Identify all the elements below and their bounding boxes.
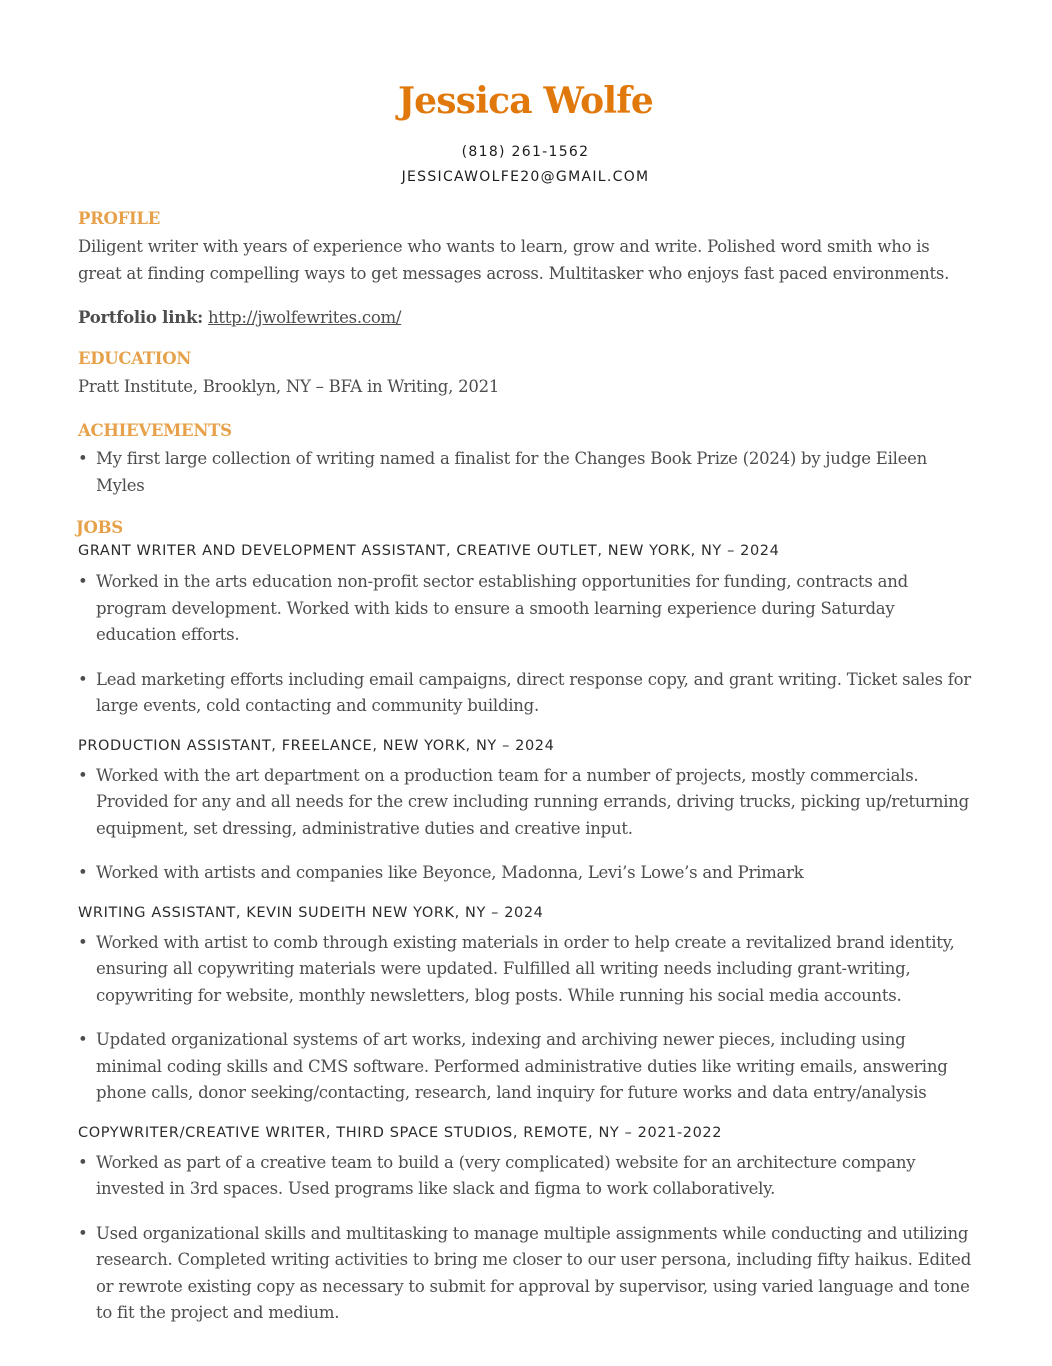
list-item: • Worked with artist to comb through existing materials in order to help create a revitalized brand identity, ensuring all copywriting materials were updated. Fulfilled all writing needs including grant-writing, copywriting for website, monthly newsletters, blog posts. While running his social media accounts.	[78, 930, 973, 1010]
education-text: Pratt Institute, Brooklyn, NY – BFA in Writing, 2021	[78, 376, 500, 396]
portfolio-link[interactable]: http://jwolfewrites.com/	[207, 308, 402, 327]
list-item: • Worked as part of a creative team to build a (very complicated) website for an architecture company invested in 3rd spaces. Used programs like slack and figma to work collaboratively.	[78, 1150, 973, 1203]
resume-page	[78, 78, 973, 1327]
email-address: JESSICAWOLFE20@GMAIL.COM	[401, 169, 650, 185]
bullet-icon: •	[78, 572, 88, 591]
portfolio-label: Portfolio link:	[78, 308, 203, 327]
list-item: • Worked with the art department on a production team for a number of projects, mostly commercials. Provided for any and all needs for the crew including running errands, driving trucks, picking up/returning equipment, set dressing, administrative duties and creative input.	[78, 763, 973, 843]
portfolio-line	[78, 305, 973, 332]
bullet-icon: •	[78, 863, 88, 882]
list-item: • Updated organizational systems of art works, indexing and archiving newer pieces, including using minimal coding skills and CMS software. Performed administrative duties like writing emails, answering phone calls, donor seeking/contacting, research, land inquiry for future works and data entry/analysis	[78, 1027, 973, 1107]
phone-number: (818) 261-1562	[461, 144, 590, 160]
job-bullets	[78, 569, 973, 720]
list-item: • Worked with artists and companies like Beyonce, Madonna, Levi’s Lowe’s and Primark	[78, 860, 973, 887]
job-bullets	[78, 763, 973, 887]
job-bullets	[78, 1150, 973, 1327]
bullet-icon: •	[78, 1152, 88, 1172]
bullet-icon: •	[78, 1030, 88, 1049]
job-heading: GRANT WRITER AND DEVELOPMENT ASSISTANT, CREATIVE OUTLET, NEW YORK, NY – 2024	[78, 543, 780, 559]
candidate-name: Jessica Wolfe	[397, 80, 654, 122]
bullet-icon: •	[78, 1223, 88, 1243]
contact-block	[78, 140, 973, 190]
job-bullets	[78, 930, 973, 1107]
list-item: • Used organizational skills and multitasking to manage multiple assignments while conducting and utilizing research. Completed writing activities to bring me closer to our user persona, including fifty haikus. Edited or rewrote existing copy as necessary to submit for approval by supervisor, using varied language and tone to fit the project and medium.	[78, 1221, 973, 1327]
achievements-heading: ACHIEVEMENTS	[78, 421, 232, 440]
job-heading: WRITING ASSISTANT, KEVIN SUDEITH NEW YORK, NY – 2024	[78, 904, 544, 921]
list-item: • Worked in the arts education non-profit sector establishing opportunities for funding, contracts and program development. Worked with kids to ensure a smooth learning experience during Saturday education efforts.	[78, 569, 973, 649]
job-heading: PRODUCTION ASSISTANT, FREELANCE, NEW YORK, NY – 2024	[78, 737, 555, 754]
achievements-list	[78, 446, 973, 499]
bullet-icon: •	[78, 932, 88, 952]
education-heading: EDUCATION	[78, 348, 192, 368]
bullet-icon: •	[78, 669, 88, 689]
job-heading: COPYWRITER/CREATIVE WRITER, THIRD SPACE STUDIOS, REMOTE, NY – 2021-2022	[78, 1124, 723, 1141]
list-item: • Lead marketing efforts including email campaigns, direct response copy, and grant writing. Ticket sales for large events, cold contacting and community building.	[78, 667, 973, 720]
profile-text: Diligent writer with years of experience who wants to learn, grow and write. Polished word smith who is great at finding compelling ways to get messages across. Multitasker who enjoys fast paced environments.	[78, 237, 950, 283]
profile-heading: PROFILE	[78, 209, 161, 228]
bullet-icon: •	[78, 765, 88, 785]
bullet-icon: •	[78, 449, 88, 468]
list-item: • My first large collection of writing named a finalist for the Changes Book Prize (2024) by judge Eileen Myles	[78, 446, 973, 499]
jobs-heading: JOBS	[76, 518, 123, 537]
